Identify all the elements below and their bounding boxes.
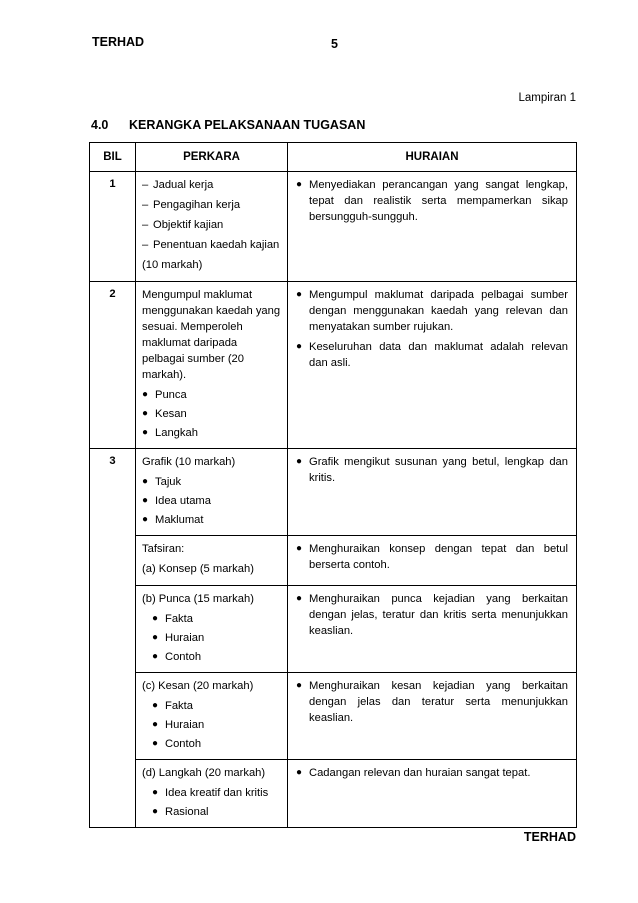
table-row xyxy=(90,449,577,536)
header-perkara: PERKARA xyxy=(136,143,288,172)
perkara-cell xyxy=(136,586,288,673)
list-item: ● Contoh xyxy=(152,651,202,663)
attachment-label: Lampiran 1 xyxy=(518,92,576,104)
list-item: ● Keseluruhan data dan maklumat adalah relevan dan asli. xyxy=(296,341,568,369)
tafsiran-label: Tafsiran: xyxy=(142,543,185,555)
huraian-cell xyxy=(288,172,577,282)
perkara-cell xyxy=(136,449,288,536)
list-item: ● Huraian xyxy=(152,632,205,644)
header-huraian: HURAIAN xyxy=(288,143,577,172)
list-item: – Pengagihan kerja xyxy=(142,199,241,211)
table-row xyxy=(90,536,577,586)
huraian-cell xyxy=(288,536,577,586)
punca-title: (b) Punca (15 markah) xyxy=(142,593,254,605)
section-title-text: KERANGKA PELAKSANAAN TUGASAN xyxy=(129,118,366,132)
list-item: ● Contoh xyxy=(152,738,202,750)
list-item: – Jadual kerja xyxy=(142,179,214,191)
perkara-text: Mengumpul maklumat menggunakan kaedah yang sesuai. Memperoleh maklumat daripada pelbagai sumber (20 markah). xyxy=(142,289,281,381)
list-item: ● Tajuk xyxy=(142,476,182,488)
grafik-title: Grafik (10 markah) xyxy=(142,456,236,468)
list-item: ● Fakta xyxy=(152,700,193,712)
list-item: ● Menyediakan perancangan yang sangat lengkap, tepat dan realistik serta mempamerkan sikap bersungguh-sungguh. xyxy=(296,179,568,223)
list-item: ● Cadangan relevan dan huraian sangat tepat. xyxy=(296,767,531,779)
table-row xyxy=(90,586,577,673)
page-number: 5 xyxy=(331,37,338,51)
list-item: ● Grafik mengikut susunan yang betul, lengkap dan kritis. xyxy=(296,456,568,484)
perkara-cell xyxy=(136,282,288,449)
perkara-cell xyxy=(136,760,288,828)
tafsiran-title: (a) Konsep (5 markah) xyxy=(142,563,254,575)
list-item: ● Menghuraikan kesan kejadian yang berkaitan dengan jelas dan teratur serta menunjukkan keaslian. xyxy=(296,680,568,724)
perkara-cell xyxy=(136,172,288,282)
table-header-row xyxy=(90,143,577,172)
huraian-cell xyxy=(288,449,577,536)
list-item: ● Kesan xyxy=(142,408,187,420)
list-item: ● Maklumat xyxy=(142,514,204,526)
header-bil: BIL xyxy=(90,143,136,172)
perkara-cell xyxy=(136,673,288,760)
huraian-cell xyxy=(288,760,577,828)
list-item: ● Punca xyxy=(142,389,187,401)
table-row xyxy=(90,172,577,282)
langkah-title: (d) Langkah (20 markah) xyxy=(142,767,266,779)
row-number: 2 xyxy=(90,282,136,449)
list-item: ● Idea utama xyxy=(142,495,211,507)
row-number: 3 xyxy=(90,449,136,828)
list-item: ● Idea kreatif dan kritis xyxy=(152,787,269,799)
perkara-cell xyxy=(136,536,288,586)
marks-note: (10 markah) xyxy=(142,259,203,271)
list-item: – Penentuan kaedah kajian xyxy=(142,239,280,251)
list-item: ● Mengumpul maklumat daripada pelbagai sumber dengan menggunakan kaedah yang relevan dan menyatakan sumber rujukan. xyxy=(296,289,568,333)
list-item: ● Menghuraikan punca kejadian yang berkaitan dengan jelas, teratur dan kritis serta menunjukkan keaslian. xyxy=(296,593,568,637)
list-item: – Objektif kajian xyxy=(142,219,224,231)
header-classification: TERHAD xyxy=(92,35,145,49)
huraian-cell xyxy=(288,282,577,449)
table-row xyxy=(90,282,577,449)
table-row xyxy=(90,760,577,828)
kesan-title: (c) Kesan (20 markah) xyxy=(142,680,254,692)
section-title xyxy=(91,118,365,132)
section-number: 4.0 xyxy=(91,118,109,132)
list-item: ● Langkah xyxy=(142,427,198,439)
list-item: ● Menghuraikan konsep dengan tepat dan betul berserta contoh. xyxy=(296,543,568,571)
huraian-cell xyxy=(288,673,577,760)
list-item: ● Huraian xyxy=(152,719,205,731)
huraian-cell xyxy=(288,586,577,673)
task-framework-table xyxy=(89,142,577,828)
footer-classification: TERHAD xyxy=(523,830,576,844)
list-item: ● Rasional xyxy=(152,806,209,818)
row-number: 1 xyxy=(90,172,136,282)
table-row xyxy=(90,673,577,760)
list-item: ● Fakta xyxy=(152,613,193,625)
